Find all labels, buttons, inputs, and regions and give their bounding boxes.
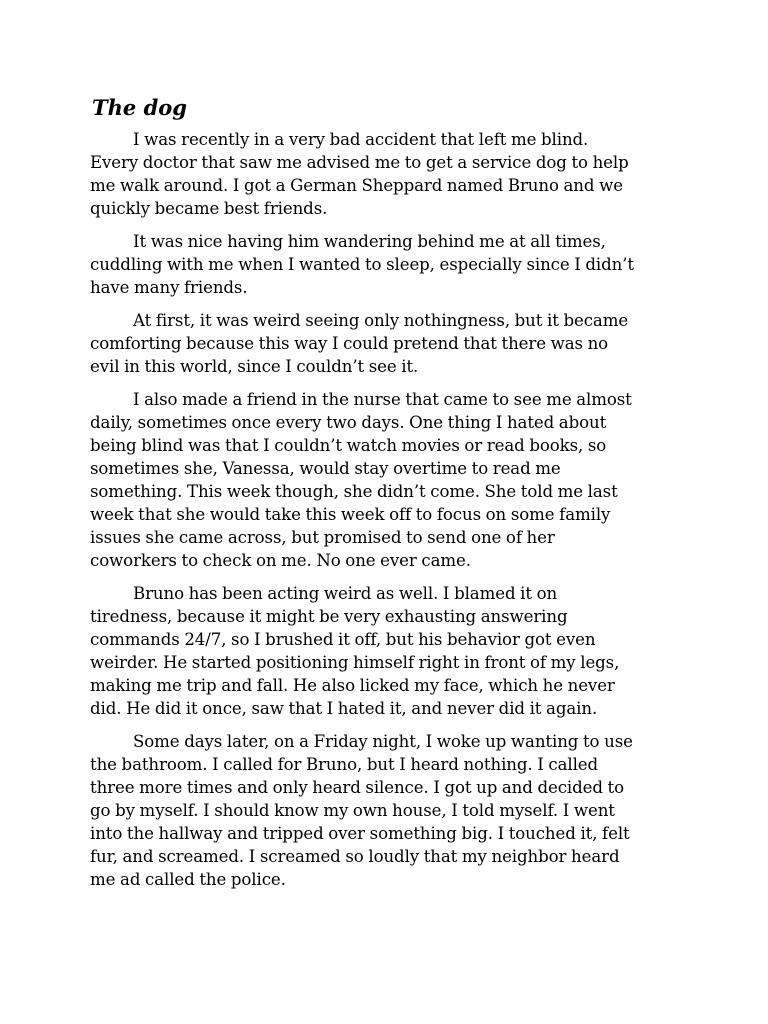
- text-line: have many friends.: [90, 278, 248, 297]
- text-line: commands 24/7, so I brushed it off, but his behavior got even: [90, 630, 596, 649]
- text-line: me ad called the police.: [90, 870, 286, 889]
- text-line: I also made a friend in the nurse that came to see me almost: [133, 390, 632, 409]
- text-line: quickly became best friends.: [90, 199, 328, 218]
- text-line: something. This week though, she didn’t come. She told me last: [90, 482, 618, 501]
- text-line: three more times and only heard silence. I got up and decided to: [90, 778, 625, 797]
- text-line: At first, it was weird seeing only nothingness, but it became: [133, 311, 629, 330]
- text-line: week that she would take this week off to focus on some family: [90, 505, 611, 524]
- document-body: [90, 128, 690, 891]
- text-line: I was recently in a very bad accident that left me blind.: [133, 130, 589, 149]
- document-title: The dog: [92, 95, 187, 120]
- text-line: the bathroom. I called for Bruno, but I heard nothing. I called: [90, 755, 599, 774]
- text-line: Every doctor that saw me advised me to get a service dog to help: [90, 153, 629, 172]
- text-line: daily, sometimes once every two days. One thing I hated about: [90, 413, 607, 432]
- text-line: sometimes she, Vanessa, would stay overtime to read me: [90, 459, 561, 478]
- text-line: comforting because this way I could pretend that there was no: [90, 334, 609, 353]
- text-line: fur, and screamed. I screamed so loudly that my neighbor heard: [90, 847, 620, 866]
- text-line: Some days later, on a Friday night, I woke up wanting to use: [133, 732, 633, 751]
- text-line: go by myself. I should know my own house, I told myself. I went: [90, 801, 615, 820]
- text-line: Bruno has been acting weird as well. I blamed it on: [133, 584, 558, 603]
- text-line: evil in this world, since I couldn’t see it.: [90, 357, 419, 376]
- paragraph: [90, 730, 690, 891]
- document-page: [90, 94, 690, 901]
- text-line: did. He did it once, saw that I hated it, and never did it again.: [90, 699, 598, 718]
- paragraph: [90, 128, 690, 220]
- text-line: weirder. He started positioning himself right in front of my legs,: [90, 653, 620, 672]
- paragraph: [90, 230, 690, 299]
- text-line: It was nice having him wandering behind me at all times,: [133, 232, 606, 251]
- text-line: being blind was that I couldn’t watch movies or read books, so: [90, 436, 607, 455]
- text-line: tiredness, because it might be very exhausting answering: [90, 607, 568, 626]
- paragraph: [90, 582, 690, 720]
- text-line: coworkers to check on me. No one ever came.: [90, 551, 471, 570]
- text-line: issues she came across, but promised to send one of her: [90, 528, 555, 547]
- paragraph: [90, 388, 690, 572]
- text-line: cuddling with me when I wanted to sleep, especially since I didn’t: [90, 255, 634, 274]
- text-line: into the hallway and tripped over something big. I touched it, felt: [90, 824, 630, 843]
- paragraph: [90, 309, 690, 378]
- text-line: me walk around. I got a German Sheppard named Bruno and we: [90, 176, 623, 195]
- text-line: making me trip and fall. He also licked my face, which he never: [90, 676, 615, 695]
